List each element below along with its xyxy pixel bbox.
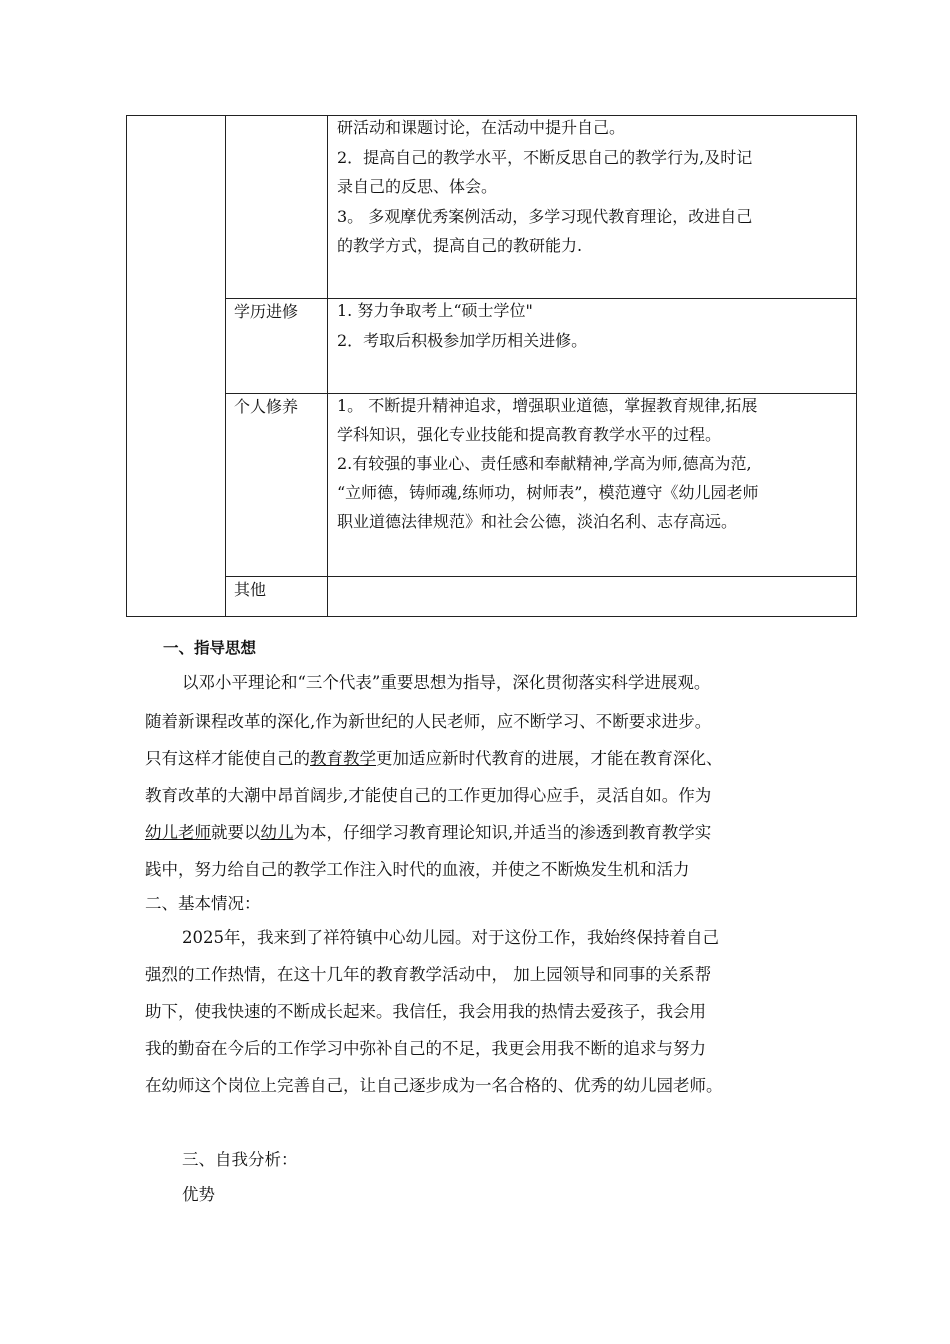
education-teaching-link[interactable]: 教育教学 xyxy=(310,749,376,768)
section-heading: 二、基本情况： xyxy=(145,894,261,913)
row-label-cell xyxy=(226,577,328,617)
row-label: 学历进修 xyxy=(234,302,299,321)
paragraph-line: 2025年，我来到了祥符镇中心幼儿园。对于这份工作，我始终保持着自己 xyxy=(182,928,719,947)
content-line: 职业道德法律规范》和社会公德，淡泊名利、志存高远。 xyxy=(337,512,738,531)
row-content-cell xyxy=(328,299,857,394)
row-content-cell xyxy=(328,394,857,577)
content-line: 学科知识，强化专业技能和提高教育教学水平的过程。 xyxy=(337,425,722,444)
content-line: 的教学方式，提高自己的教研能力. xyxy=(337,236,583,255)
paragraph-line: 只有这样才能使自己的教育教学更加适应新时代教育的进展，才能在教育深化、 xyxy=(145,749,723,768)
category-cell xyxy=(127,116,226,617)
table-row xyxy=(127,394,857,577)
row-label-cell xyxy=(226,116,328,299)
paragraph-line: 幼儿老师就要以幼儿为本，仔细学习教育理论知识,并适当的渗透到教育教学实 xyxy=(145,823,712,842)
paragraph-line: 助下，使我快速的不断成长起来。我信任，我会用我的热情去爱孩子，我会用 xyxy=(145,1002,706,1021)
content-line: “立师德，铸师魂,练师功，树师表”，模范遵守《幼儿园老师 xyxy=(337,483,759,502)
table-row xyxy=(127,299,857,394)
row-label-cell xyxy=(226,394,328,577)
content-line: 2．考取后积极参加学历相关进修。 xyxy=(337,331,588,350)
paragraph-line: 强烈的工作热情，在这十几年的教育教学活动中， 加上园领导和同事的关系帮 xyxy=(145,965,712,984)
row-label: 其他 xyxy=(234,580,267,599)
paragraph-line: 以邓小平理论和“三个代表”重要思想为指导，深化贯彻落实科学进展观。 xyxy=(182,673,711,692)
paragraph-line: 在幼师这个岗位上完善自己，让自己逐步成为一名合格的、优秀的幼儿园老师。 xyxy=(145,1076,723,1095)
content-line: 录自己的反思、体会。 xyxy=(337,177,498,196)
content-line: 2.有较强的事业心、责任感和奉献精神,学高为师,德高为范, xyxy=(337,454,752,473)
content-line: 1。 不断提升精神追求，增强职业道德，掌握教育规律,拓展 xyxy=(337,396,758,415)
paragraph-line: 我的勤奋在今后的工作学习中弥补自己的不足，我更会用我不断的追求与努力 xyxy=(145,1039,706,1058)
row-label: 个人修养 xyxy=(234,397,299,416)
paragraph-line: 教育改革的大潮中昂首阔步,才能使自己的工作更加得心应手，灵活自如。作为 xyxy=(145,786,712,805)
content-line: 2．提高自己的教学水平，不断反思自己的教学行为,及时记 xyxy=(337,147,753,167)
section-heading: 一、指导思想 xyxy=(163,639,257,657)
subsection-label: 优势 xyxy=(182,1185,215,1204)
row-content-cell xyxy=(328,116,857,299)
table-row xyxy=(127,577,857,617)
paragraph-line: 践中，努力给自己的教学工作注入时代的血液，并使之不断焕发生机和活力 xyxy=(145,860,690,879)
content-line: 1. 努力争取考上“硕士学位" xyxy=(337,301,533,320)
section-heading: 三、自我分析： xyxy=(182,1150,298,1169)
development-plan-table xyxy=(126,115,857,617)
paragraph-line: 随着新课程改革的深化,作为新世纪的人民老师，应不断学习、不断要求进步。 xyxy=(145,712,712,731)
preschool-child-link[interactable]: 幼儿 xyxy=(260,823,294,842)
content-line: 研活动和课题讨论，在活动中提升自己。 xyxy=(337,118,626,137)
row-content-cell xyxy=(328,577,857,617)
row-label-cell xyxy=(226,299,328,394)
preschool-teacher-link[interactable]: 幼儿老师 xyxy=(145,823,211,842)
table-row xyxy=(127,116,857,299)
content-line: 3。 多观摩优秀案例活动，多学习现代教育理论，改进自己 xyxy=(337,206,753,226)
